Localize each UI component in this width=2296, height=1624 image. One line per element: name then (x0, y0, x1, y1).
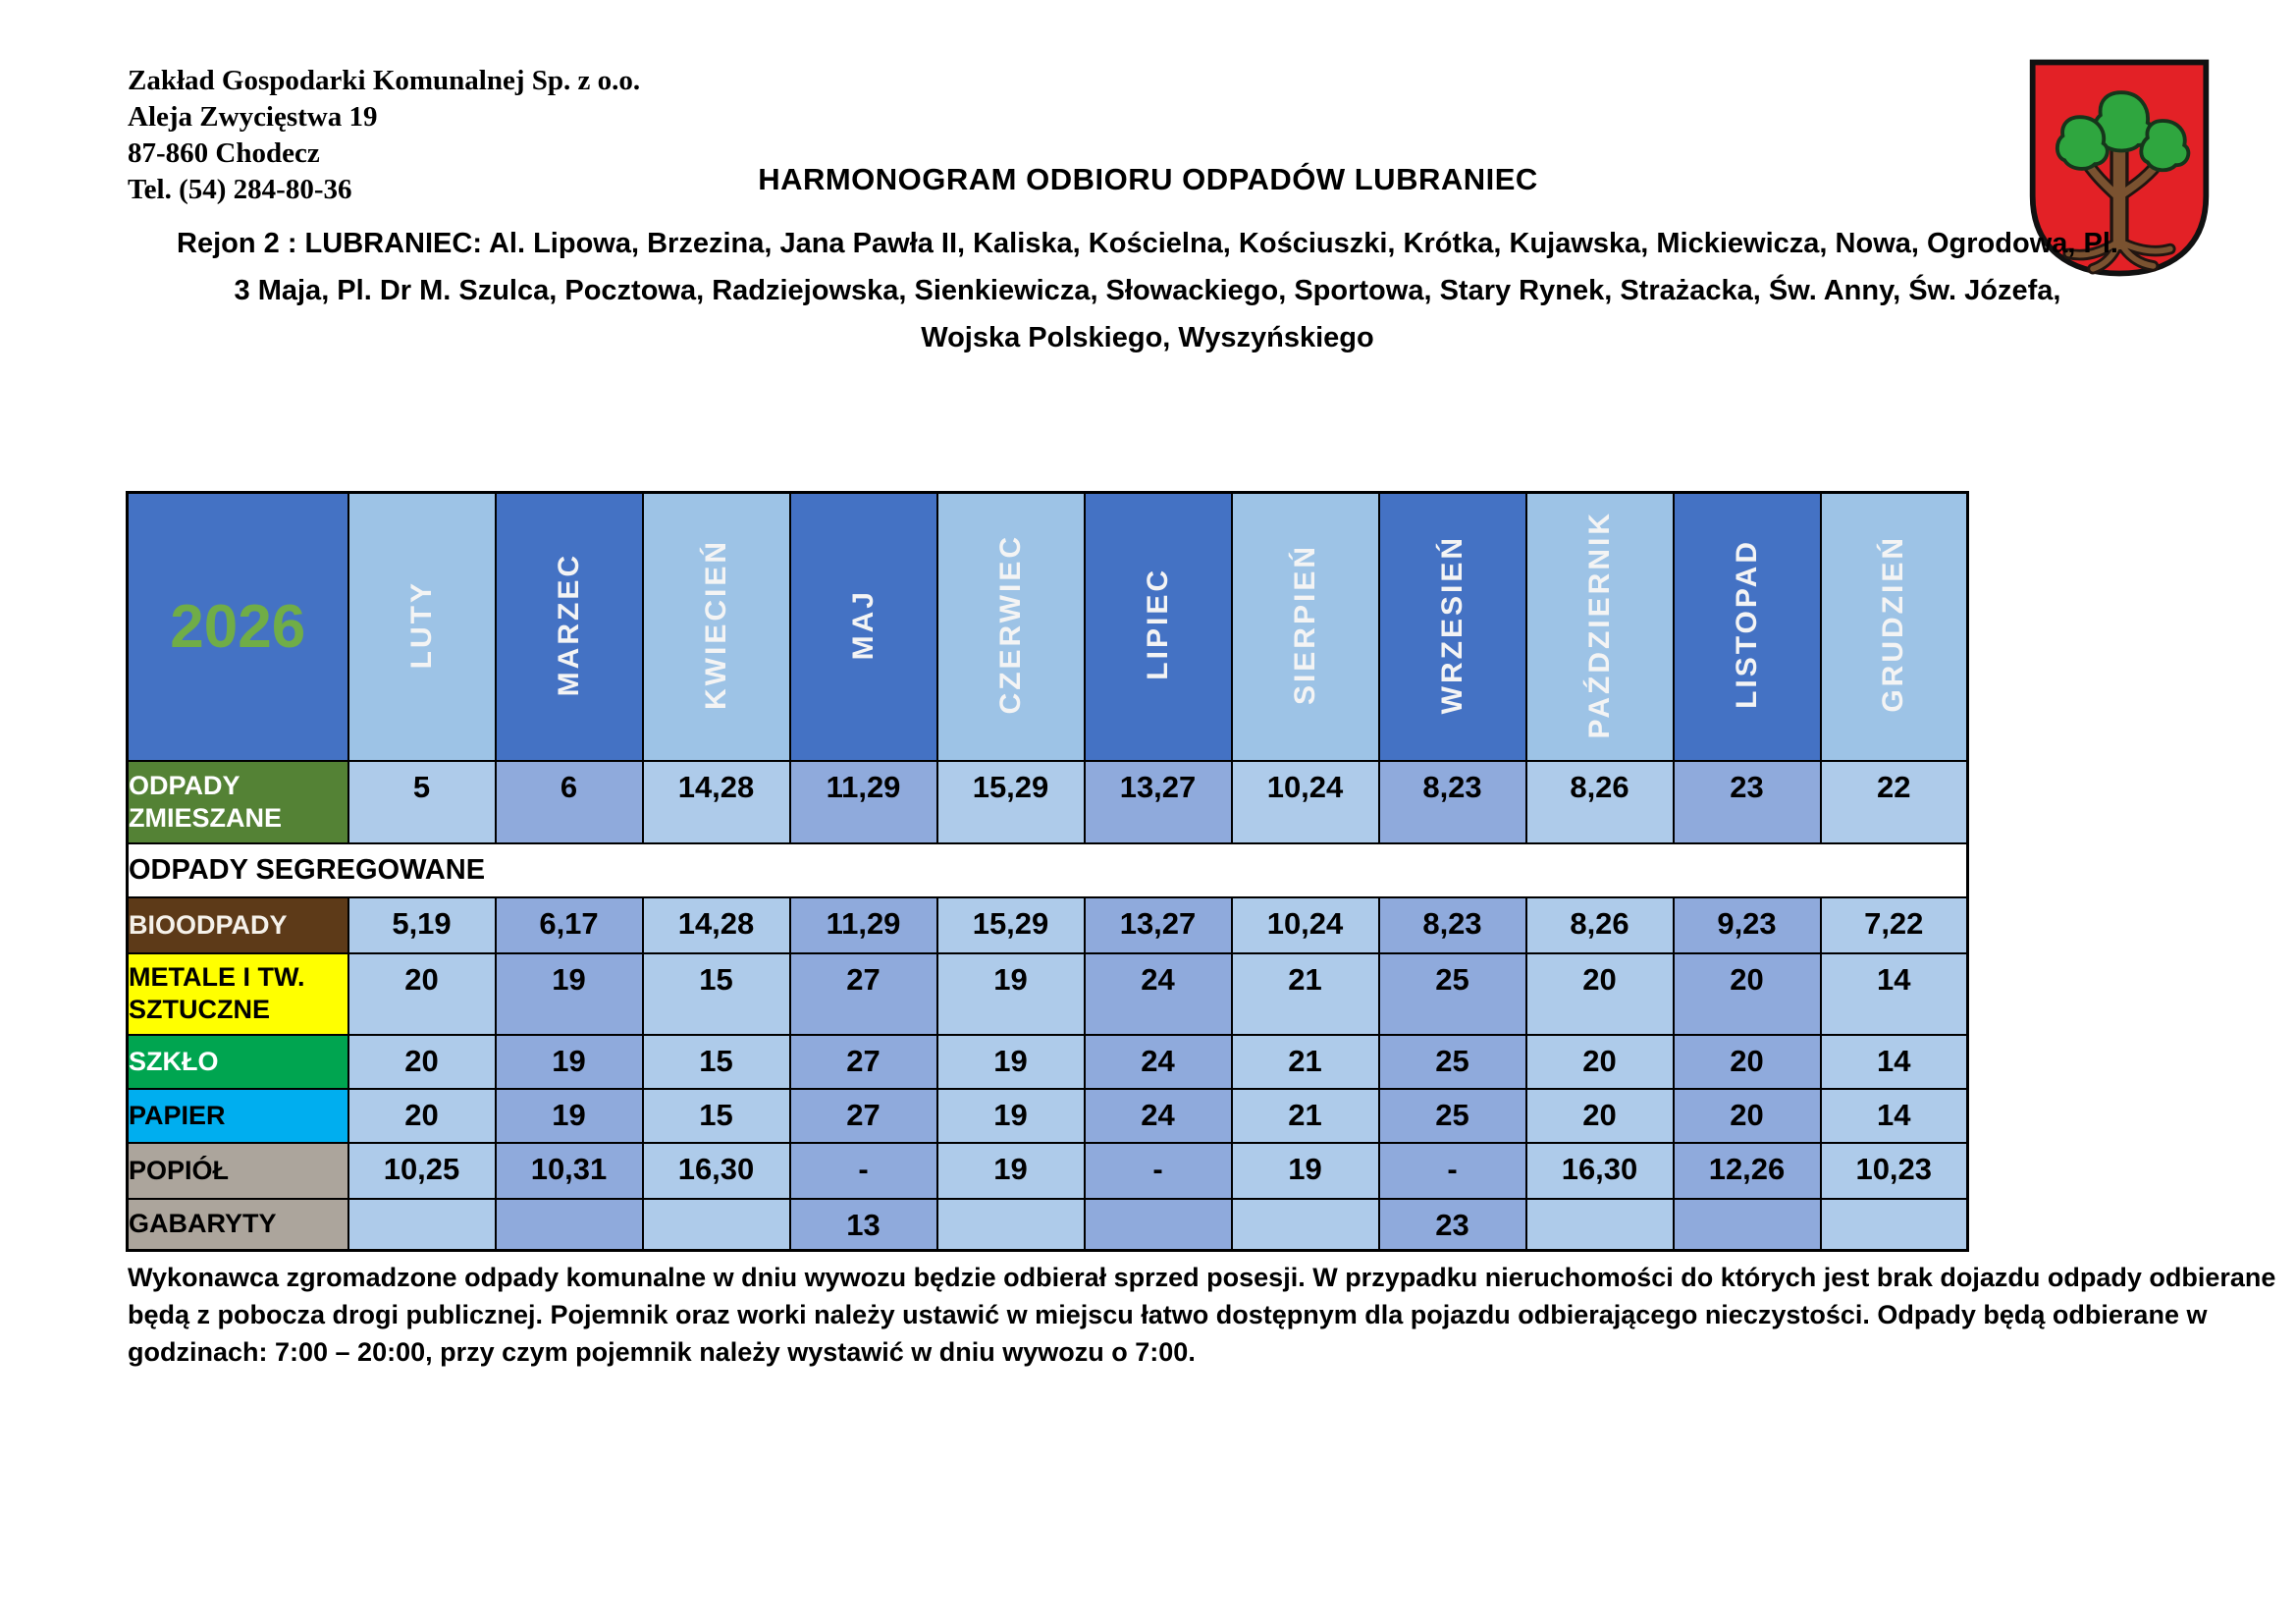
schedule-cell: 20 (348, 1089, 496, 1143)
schedule-cell: 14 (1821, 953, 1968, 1035)
schedule-cell: 10,24 (1232, 761, 1379, 843)
region-description (126, 220, 2169, 361)
month-header-cell (1232, 493, 1379, 761)
schedule-cell: - (1379, 1143, 1526, 1199)
schedule-cell: 10,25 (348, 1143, 496, 1199)
month-label: MAJ (846, 588, 880, 660)
table-row (128, 1089, 1968, 1143)
schedule-cell: 8,26 (1526, 761, 1674, 843)
schedule-cell: 24 (1085, 1089, 1232, 1143)
month-label: LIPIEC (1141, 568, 1174, 681)
section-row-label: ODPADY SEGREGOWANE (128, 843, 1968, 897)
schedule-cell: 25 (1379, 1035, 1526, 1089)
table-row (128, 1199, 1968, 1251)
schedule-cell (496, 1199, 643, 1251)
schedule-cell: 7,22 (1821, 897, 1968, 953)
month-label: KWIECIEŃ (699, 538, 732, 710)
row-label: POPIÓŁ (128, 1143, 348, 1199)
schedule-cell: 15 (643, 1035, 790, 1089)
table-row (128, 953, 1968, 1035)
schedule-cell: 15 (643, 1089, 790, 1143)
schedule-cell: 15,29 (937, 897, 1085, 953)
schedule-cell: 20 (1674, 953, 1821, 1035)
region-line: Wojska Polskiego, Wyszyńskiego (921, 322, 1374, 353)
region-line: 3 Maja, Pl. Dr M. Szulca, Pocztowa, Radziejowska, Sienkiewicza, Słowackiego, Sportowa, Stary Rynek, Strażacka, Św. Anny, Św. Józefa, (234, 275, 2061, 306)
month-header-cell (1379, 493, 1526, 761)
schedule-cell: 10,23 (1821, 1143, 1968, 1199)
schedule-cell (1821, 1199, 1968, 1251)
month-header-cell (937, 493, 1085, 761)
schedule-cell: 6,17 (496, 897, 643, 953)
month-label: CZERWIEC (993, 534, 1027, 715)
schedule-cell: 14,28 (643, 897, 790, 953)
schedule-cell: 19 (937, 953, 1085, 1035)
company-name: Zakład Gospodarki Komunalnej Sp. z o.o. (128, 65, 641, 96)
month-header-cell (1821, 493, 1968, 761)
schedule-cell: 25 (1379, 953, 1526, 1035)
year-cell: 2026 (128, 493, 348, 761)
company-address: Aleja Zwycięstwa 19 (128, 101, 378, 133)
month-header-cell (348, 493, 496, 761)
schedule-cell: 20 (1526, 953, 1674, 1035)
schedule-cell: 16,30 (643, 1143, 790, 1199)
schedule-cell: 21 (1232, 953, 1379, 1035)
schedule-cell: 25 (1379, 1089, 1526, 1143)
month-label: MARZEC (552, 552, 585, 696)
schedule-cell: 14 (1821, 1035, 1968, 1089)
schedule-cell: 19 (937, 1143, 1085, 1199)
schedule-cell: 9,23 (1674, 897, 1821, 953)
month-header-cell (790, 493, 937, 761)
month-header-cell (496, 493, 643, 761)
schedule-cell: 19 (496, 1035, 643, 1089)
schedule-cell: 10,24 (1232, 897, 1379, 953)
schedule-cell: 12,26 (1674, 1143, 1821, 1199)
month-label: LISTOPAD (1730, 539, 1763, 710)
schedule-cell: 21 (1232, 1089, 1379, 1143)
schedule-cell: 8,23 (1379, 897, 1526, 953)
month-label: WRZESIEŃ (1435, 534, 1468, 714)
schedule-cell: 22 (1821, 761, 1968, 843)
region-line: Rejon 2 : LUBRANIEC: Al. Lipowa, Brzezina, Jana Pawła II, Kaliska, Kościelna, Kościuszki, Krótka, Kujawska, Mickiewicza, Nowa, Ogrodowa, Pl. (177, 228, 2118, 259)
schedule-cell: 27 (790, 953, 937, 1035)
table-row (128, 1035, 1968, 1089)
month-header-cell (1085, 493, 1232, 761)
month-header-cell (1674, 493, 1821, 761)
schedule-cell: 20 (348, 1035, 496, 1089)
row-label: METALE I TW. SZTUCZNE (128, 953, 348, 1035)
company-city: 87-860 Chodecz (128, 137, 320, 169)
schedule-table (126, 491, 1969, 1252)
schedule-cell: 13,27 (1085, 897, 1232, 953)
schedule-cell: 19 (937, 1089, 1085, 1143)
month-header-row (128, 493, 1968, 761)
schedule-cell (1526, 1199, 1674, 1251)
schedule-cell (1085, 1199, 1232, 1251)
schedule-cell: 14,28 (643, 761, 790, 843)
schedule-cell: 20 (1674, 1035, 1821, 1089)
schedule-cell: 20 (1526, 1035, 1674, 1089)
schedule-cell: 19 (1232, 1143, 1379, 1199)
schedule-cell: 8,26 (1526, 897, 1674, 953)
schedule-cell: 13 (790, 1199, 937, 1251)
schedule-cell (1674, 1199, 1821, 1251)
schedule-cell: 14 (1821, 1089, 1968, 1143)
schedule-cell: 20 (1674, 1089, 1821, 1143)
schedule-cell: 27 (790, 1035, 937, 1089)
row-label: GABARYTY (128, 1199, 348, 1251)
schedule-cell: 15,29 (937, 761, 1085, 843)
table-row (128, 761, 1968, 843)
schedule-cell: 11,29 (790, 761, 937, 843)
table-row (128, 897, 1968, 953)
schedule-cell: 6 (496, 761, 643, 843)
company-phone: Tel. (54) 284-80-36 (128, 174, 352, 205)
month-label: LUTY (404, 579, 438, 669)
row-label: PAPIER (128, 1089, 348, 1143)
schedule-cell: 19 (496, 953, 643, 1035)
schedule-cell: 27 (790, 1089, 937, 1143)
row-label: SZKŁO (128, 1035, 348, 1089)
page-title: HARMONOGRAM ODBIORU ODPADÓW LUBRANIEC (758, 162, 1538, 196)
schedule-cell: 24 (1085, 953, 1232, 1035)
schedule-cell: 11,29 (790, 897, 937, 953)
schedule-cell: 24 (1085, 1035, 1232, 1089)
schedule-cell (1232, 1199, 1379, 1251)
month-header-cell (1526, 493, 1674, 761)
schedule-cell (643, 1199, 790, 1251)
schedule-cell: 5,19 (348, 897, 496, 953)
schedule-cell: 5 (348, 761, 496, 843)
schedule-cell: 23 (1674, 761, 1821, 843)
schedule-cell (348, 1199, 496, 1251)
schedule-cell (937, 1199, 1085, 1251)
schedule-cell: 19 (937, 1035, 1085, 1089)
schedule-cell: 20 (348, 953, 496, 1035)
schedule-cell: - (790, 1143, 937, 1199)
schedule-cell: 19 (496, 1089, 643, 1143)
month-header-cell (643, 493, 790, 761)
row-label: BIOODPADY (128, 897, 348, 953)
schedule-cell: 20 (1526, 1089, 1674, 1143)
month-label: PAŹDZIERNIK (1582, 510, 1616, 738)
schedule-cell: - (1085, 1143, 1232, 1199)
schedule-cell: 23 (1379, 1199, 1526, 1251)
table-row (128, 843, 1968, 897)
table-row (128, 1143, 1968, 1199)
footer-note: Wykonawca zgromadzone odpady komunalne w dniu wywozu będzie odbierał sprzed posesji. W przypadku nieruchomości do których jest brak dojazdu odpady odbierane będą z pobocza drogi publicznej. Pojemnik oraz worki należy ustawić w miejscu łatwo dostępnym dla pojazdu odbierającego nieczystości. Odpady będą odbierane w godzinach: 7:00 – 20:00, przy czym pojemnik należy wystawić w dniu wywozu o 7:00. (128, 1263, 2276, 1367)
month-label: GRUDZIEŃ (1877, 535, 1910, 714)
row-label: ODPADY ZMIESZANE (128, 761, 348, 843)
schedule-cell: 16,30 (1526, 1143, 1674, 1199)
month-label: SIERPIEŃ (1288, 543, 1321, 705)
schedule-cell: 8,23 (1379, 761, 1526, 843)
schedule-cell: 10,31 (496, 1143, 643, 1199)
schedule-cell: 13,27 (1085, 761, 1232, 843)
schedule-cell: 15 (643, 953, 790, 1035)
schedule-cell: 21 (1232, 1035, 1379, 1089)
